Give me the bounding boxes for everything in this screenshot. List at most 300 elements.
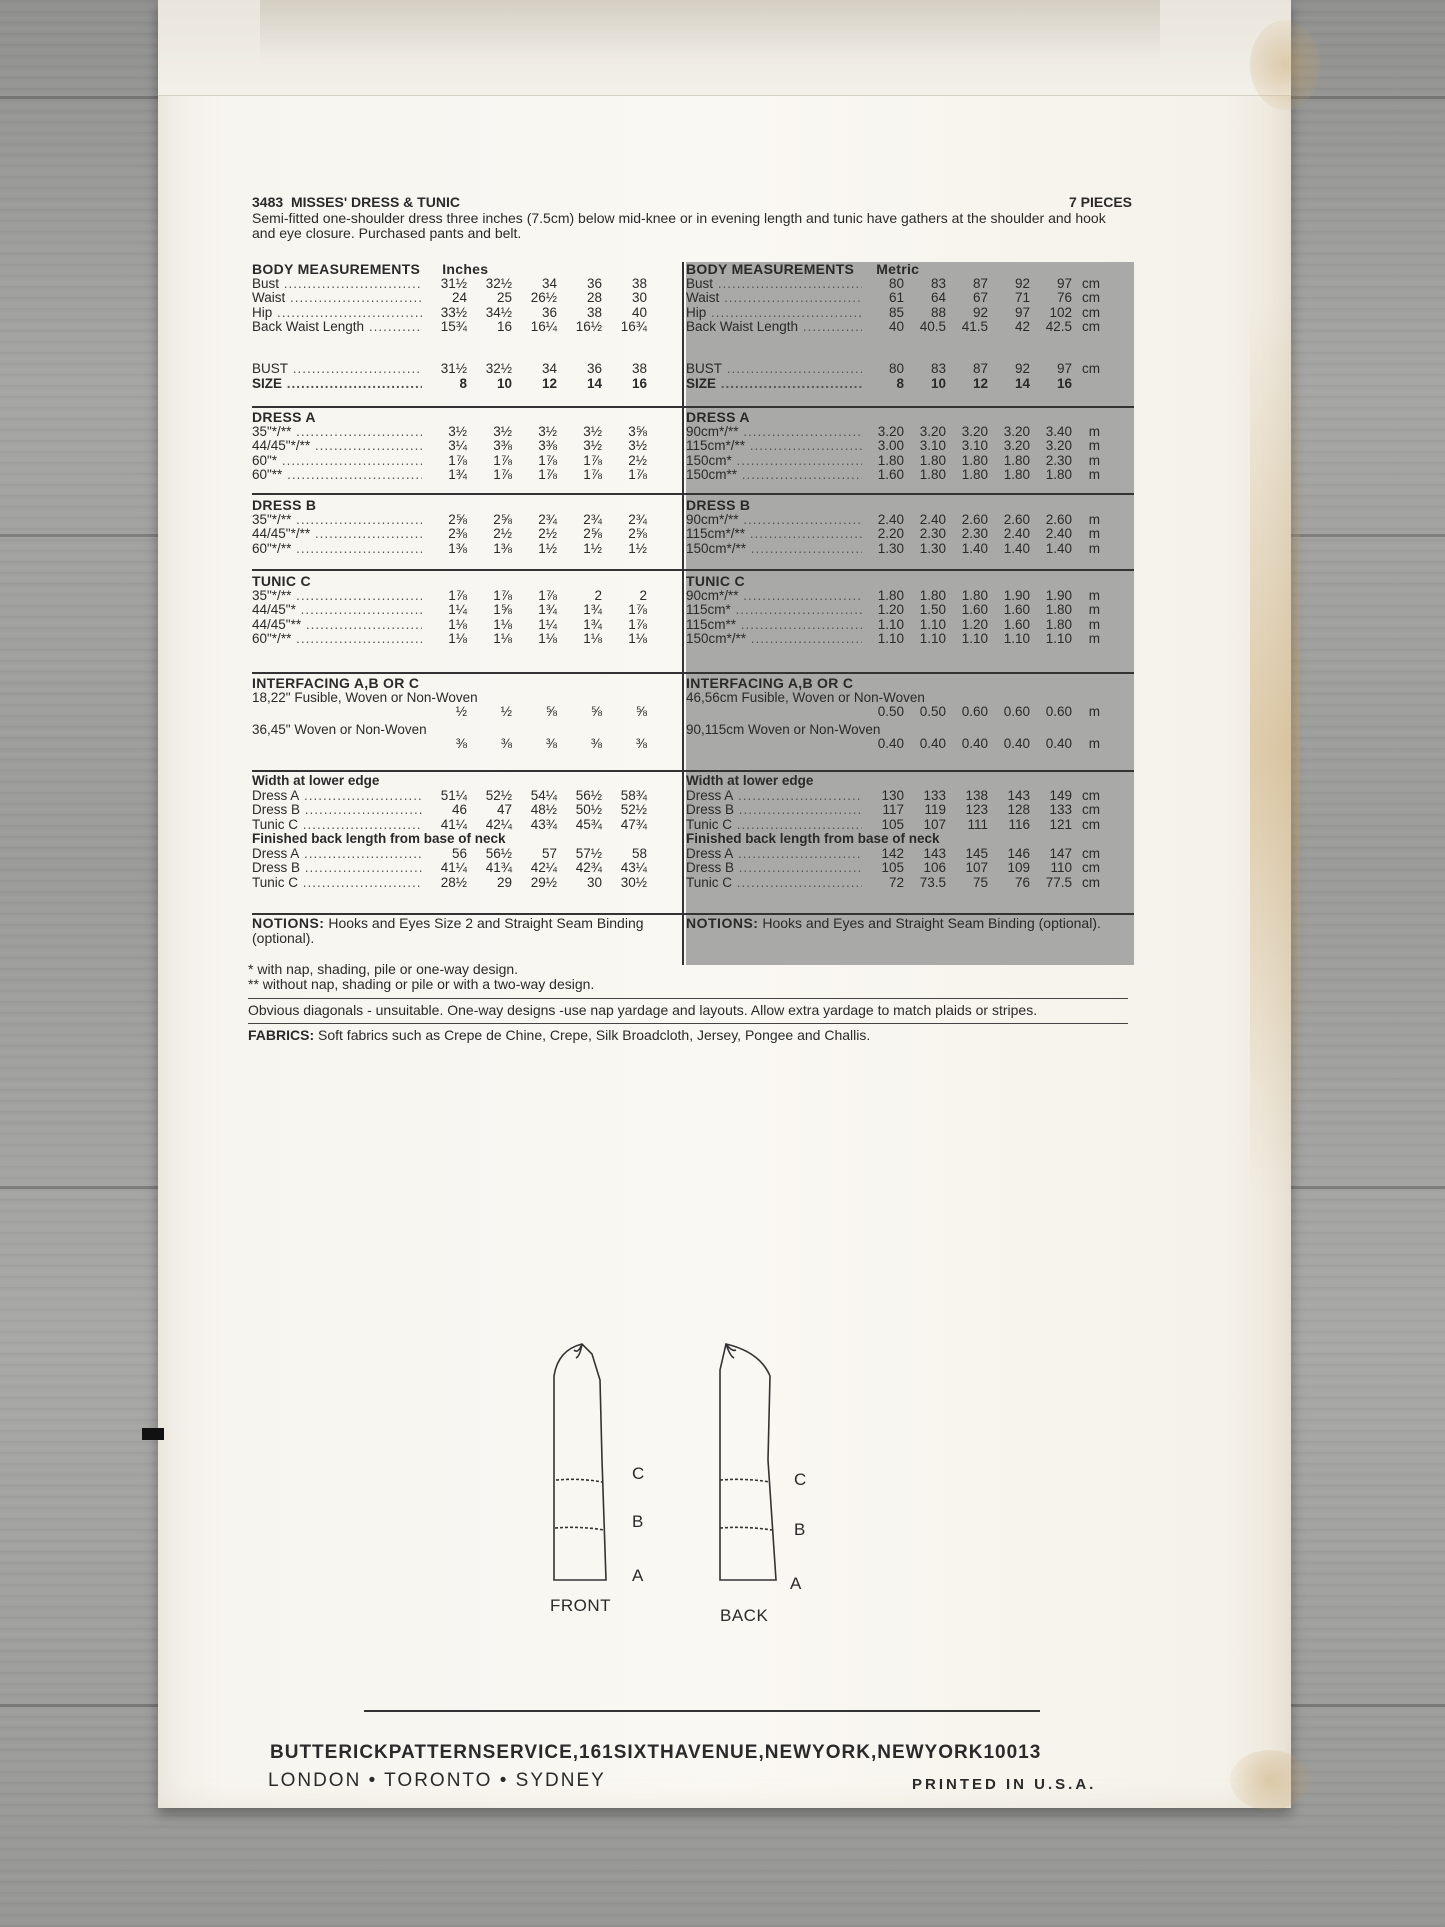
- cell-unit: cm: [1082, 290, 1100, 305]
- cell-value: 61: [888, 290, 904, 305]
- cell-value: 83: [930, 361, 946, 376]
- cell-value: 1.40: [1045, 540, 1072, 556]
- cell-value: 56½: [575, 787, 602, 803]
- row-label: 44/45"*/** .....: [252, 527, 422, 542]
- cell-value: 0.50: [919, 704, 946, 719]
- cell-value: 133: [1049, 802, 1072, 817]
- cell-value: 30½: [620, 874, 647, 890]
- dress-a-section: [686, 410, 1134, 483]
- cell-value: ⅝: [545, 704, 557, 719]
- subsection-heading: Finished back length from base of neck: [686, 831, 940, 846]
- cell-value: 16¾: [620, 319, 647, 334]
- table-row: [686, 425, 1134, 440]
- cell-value: 1.20: [961, 616, 988, 632]
- cell-value: 128: [1007, 802, 1030, 817]
- cell-value: 34½: [485, 304, 512, 320]
- cell-value: 36: [541, 304, 557, 320]
- cell-value: 41¼: [440, 816, 467, 832]
- cell-value: 1.80: [961, 467, 988, 482]
- table-row: [252, 468, 680, 483]
- table-row: [252, 847, 680, 862]
- cell-value: 1⅞: [583, 467, 602, 482]
- cell-value: 107: [965, 860, 988, 875]
- table-row: [686, 527, 1134, 542]
- cell-value: 1.30: [919, 540, 946, 556]
- cell-value: 1.10: [961, 631, 988, 646]
- cell-value: 1⅞: [583, 452, 602, 468]
- cell-value: 105: [881, 816, 904, 832]
- cell-value: 1.60: [961, 602, 988, 617]
- cell-value: 1⅜: [448, 540, 467, 556]
- footer-rule: [364, 1710, 1040, 1712]
- table-row: [686, 454, 1134, 469]
- cell-value: 64: [930, 290, 946, 305]
- notions-section: [686, 916, 1134, 931]
- cell-value: 1⅞: [628, 602, 647, 617]
- cell-value: 105: [881, 860, 904, 875]
- table-row: [252, 425, 680, 440]
- cell-value: 3.20: [1003, 423, 1030, 439]
- cell-value: 10: [496, 375, 512, 391]
- row-label: Hip .....: [686, 306, 862, 321]
- row-label: 60"*/** .....: [252, 542, 422, 557]
- cell-value: 58¾: [620, 787, 647, 803]
- table-row: [686, 468, 1134, 483]
- cell-value: 2.40: [1003, 526, 1030, 541]
- cell-value: 1.20: [877, 602, 904, 617]
- cell-value: 1.10: [919, 631, 946, 646]
- cell-value: 16: [1056, 375, 1072, 391]
- cell-unit: m: [1088, 438, 1100, 453]
- cell-value: 3.20: [919, 423, 946, 439]
- cell-unit: m: [1088, 736, 1100, 751]
- cell-value: 2½: [493, 526, 512, 541]
- back-line-a-label: A: [790, 1574, 802, 1593]
- dress-b-section: [686, 498, 1134, 556]
- cell-value: 54¼: [530, 787, 557, 803]
- cell-value: 1⅜: [493, 540, 512, 556]
- cell-value: 1.80: [877, 587, 904, 603]
- cell-value: 1⅞: [493, 467, 512, 482]
- cell-value: 1⅛: [493, 616, 512, 632]
- cell-value: 92: [1014, 361, 1030, 376]
- section-heading: TUNIC C: [686, 573, 745, 589]
- cell-value: 45¾: [575, 816, 602, 832]
- cell-value: 0.40: [877, 736, 904, 751]
- cell-value: 52½: [620, 802, 647, 817]
- body-measurements-section: [686, 262, 1134, 335]
- cell-value: 3½: [538, 423, 557, 439]
- cell-value: 40.5: [919, 319, 946, 334]
- back-dress-outline: [720, 1344, 776, 1580]
- cell-value: 41¼: [440, 860, 467, 875]
- cell-value: 1¾: [583, 616, 602, 632]
- row-label: Hip .....: [252, 306, 422, 321]
- cell-value: 3½: [448, 423, 467, 439]
- front-line-c-label: C: [632, 1464, 645, 1483]
- publisher-address: BUTTERICKPATTERNSERVICE,161SIXTHAVENUE,NEWYORK,NEWYORK10013: [270, 1742, 1042, 1763]
- row-label: Dress A .....: [686, 847, 862, 862]
- cell-value: 1.90: [1003, 587, 1030, 603]
- cell-value: 2⅜: [448, 526, 467, 541]
- section-heading: TUNIC C: [252, 573, 311, 589]
- cell-value: 1.80: [1045, 602, 1072, 617]
- cell-value: 1⅛: [583, 631, 602, 646]
- cell-value: 28: [586, 290, 602, 305]
- section-rule: [252, 770, 1134, 772]
- section-heading: DRESS B: [252, 497, 317, 513]
- cell-value: 52½: [485, 787, 512, 803]
- cell-value: 3⅜: [538, 438, 557, 453]
- cell-value: 1⅞: [493, 587, 512, 603]
- cell-value: 31½: [440, 361, 467, 376]
- cell-value: 34: [541, 275, 557, 291]
- cell-value: 3.20: [1045, 438, 1072, 453]
- cell-value: 2⅝: [583, 526, 602, 541]
- cell-value: 30: [586, 874, 602, 890]
- cell-value: 42: [1014, 319, 1030, 334]
- cell-value: 97: [1056, 275, 1072, 291]
- front-caption: FRONT: [550, 1596, 612, 1615]
- section-heading: INTERFACING A,B OR C: [252, 675, 420, 691]
- cell-value: 25: [496, 290, 512, 305]
- cell-value: 117: [882, 802, 904, 817]
- printed-in: PRINTED IN U.S.A.: [912, 1776, 1097, 1793]
- cell-value: 46: [451, 802, 467, 817]
- cell-value: 40: [888, 319, 904, 334]
- flap-shadow: [260, 0, 1160, 60]
- table-row: [252, 803, 680, 818]
- front-line-b: [555, 1527, 604, 1530]
- bust-size-section: [252, 362, 680, 391]
- table-row: [252, 618, 680, 633]
- row-label: 150cm*/** .....: [686, 632, 862, 647]
- table-row: [686, 876, 1134, 891]
- row-label: 90cm*/** .....: [686, 513, 862, 528]
- notions-section: [252, 916, 680, 946]
- table-row: [252, 603, 680, 618]
- back-line-c: [720, 1479, 770, 1482]
- cell-value: 38: [631, 275, 647, 291]
- table-row: [252, 277, 680, 292]
- cell-value: 3.40: [1045, 423, 1072, 439]
- section-heading: DRESS B: [686, 497, 751, 513]
- cell-value: 1.80: [961, 452, 988, 468]
- cell-value: 1⅝: [493, 602, 512, 617]
- cell-value: 16¼: [530, 319, 557, 334]
- cell-value: ⅜: [500, 736, 512, 751]
- cell-value: 2.30: [961, 526, 988, 541]
- cell-value: 2.30: [919, 526, 946, 541]
- cell-unit: cm: [1082, 304, 1100, 320]
- cell-value: 1.50: [919, 602, 946, 617]
- cell-value: 1⅛: [448, 616, 467, 632]
- pattern-title: 3483 MISSES' DRESS & TUNIC: [252, 194, 460, 210]
- cell-value: 110: [1050, 860, 1072, 875]
- cell-unit: cm: [1082, 275, 1100, 291]
- cell-unit: cm: [1082, 860, 1100, 875]
- cell-value: 48½: [530, 802, 557, 817]
- cell-value: 31½: [440, 275, 467, 291]
- cell-value: 3⅜: [493, 438, 512, 453]
- cell-value: 42¼: [485, 816, 512, 832]
- cell-value: 149: [1049, 787, 1072, 803]
- cell-value: 1¾: [538, 602, 557, 617]
- cell-value: 3½: [628, 438, 647, 453]
- row-label: Dress A .....: [686, 789, 862, 804]
- cell-unit: m: [1088, 511, 1100, 527]
- cell-value: 43¼: [620, 860, 647, 875]
- cell-value: 1.60: [877, 467, 904, 482]
- pattern-description: Semi-fitted one-shoulder dress three inches (7.5cm) below mid-knee or in evening length and tunic have gathers at the shoulder and hook and eye closure. Purchased pants and belt.: [252, 210, 1106, 241]
- table-row: [252, 513, 680, 528]
- table-row: [252, 737, 680, 752]
- note-rule: [248, 998, 1128, 999]
- row-label: Tunic C .....: [252, 876, 422, 891]
- row-label: Bust .....: [686, 277, 862, 292]
- cell-value: 56: [451, 845, 467, 861]
- row-label: Dress A .....: [252, 789, 422, 804]
- cell-value: 130: [881, 787, 904, 803]
- cell-unit: m: [1088, 467, 1100, 482]
- cell-value: 106: [923, 860, 946, 875]
- tunic-c-section: [686, 574, 1134, 647]
- dress-b-section: [252, 498, 680, 556]
- interfacing-type: 90,115cm Woven or Non-Woven: [686, 721, 881, 737]
- interfacing-section: [686, 676, 1134, 752]
- subsection-heading: Width at lower edge: [252, 773, 380, 788]
- table-row: [252, 377, 680, 392]
- cell-value: 38: [631, 361, 647, 376]
- cell-value: 83: [930, 275, 946, 291]
- cell-value: 97: [1056, 361, 1072, 376]
- table-row: [686, 603, 1134, 618]
- row-label: Back Waist Length .....: [252, 320, 422, 335]
- row-label: SIZE .....: [686, 377, 862, 392]
- cell-value: 145: [965, 845, 988, 861]
- cell-value: 3.10: [919, 438, 946, 453]
- row-label: 115cm** .....: [686, 618, 862, 633]
- cell-value: 12: [972, 375, 988, 391]
- row-label: Dress A .....: [252, 847, 422, 862]
- cell-unit: m: [1088, 423, 1100, 439]
- table-row: [686, 861, 1134, 876]
- cell-value: 2: [594, 587, 602, 603]
- cell-value: 2: [639, 587, 647, 603]
- cell-value: 143: [923, 845, 946, 861]
- cell-value: 1⅛: [448, 631, 467, 646]
- cell-value: 2⅝: [493, 511, 512, 527]
- table-row: [686, 618, 1134, 633]
- pattern-header: [252, 194, 1132, 241]
- cell-value: 0.60: [1003, 704, 1030, 719]
- cell-value: 146: [1007, 845, 1030, 861]
- row-label: Back Waist Length .....: [686, 320, 862, 335]
- cell-value: 1½: [538, 540, 557, 556]
- cell-value: 2.60: [1045, 511, 1072, 527]
- cell-value: 123: [965, 802, 988, 817]
- cell-value: 51¼: [440, 787, 467, 803]
- table-row: [252, 861, 680, 876]
- cell-value: 85: [888, 304, 904, 320]
- cell-value: 1.80: [1045, 616, 1072, 632]
- cell-value: 75: [972, 874, 988, 890]
- cell-value: 3.20: [1003, 438, 1030, 453]
- section-rule: [252, 672, 1134, 674]
- cell-value: 30: [631, 290, 647, 305]
- cell-value: 1.10: [877, 616, 904, 632]
- cell-value: 3½: [493, 423, 512, 439]
- interfacing-type: 18,22" Fusible, Woven or Non-Woven: [252, 689, 478, 705]
- cell-value: 102: [1049, 304, 1072, 320]
- cell-value: 1⅞: [538, 467, 557, 482]
- row-label: Waist .....: [686, 291, 862, 306]
- section-heading: INTERFACING A,B OR C: [686, 675, 854, 691]
- age-stain: [1250, 20, 1320, 110]
- cell-unit: m: [1088, 704, 1100, 719]
- cell-value: 1.60: [1003, 602, 1030, 617]
- cell-value: 12: [541, 375, 557, 391]
- front-line-a-label: A: [632, 1566, 644, 1585]
- cell-unit: cm: [1082, 361, 1100, 376]
- table-row: [252, 542, 680, 557]
- cell-value: 1.10: [877, 631, 904, 646]
- cell-value: 88: [930, 304, 946, 320]
- row-label: Dress B .....: [252, 803, 422, 818]
- interfacing-section: [252, 676, 680, 752]
- column-divider: [682, 262, 684, 965]
- cell-unit: m: [1088, 587, 1100, 603]
- cell-value: 1.80: [919, 587, 946, 603]
- front-line-b-label: B: [632, 1512, 644, 1531]
- cell-value: 1⅞: [538, 587, 557, 603]
- cell-value: 3⅝: [628, 423, 647, 439]
- section-rule: [252, 569, 1134, 571]
- cell-value: 50½: [575, 802, 602, 817]
- row-label: 115cm*/** .....: [686, 439, 862, 454]
- row-label: Tunic C .....: [686, 876, 862, 891]
- cell-unit: m: [1088, 602, 1100, 617]
- footnotes: [248, 962, 1128, 1043]
- cell-value: 41.5: [961, 319, 988, 334]
- table-row: [686, 362, 1134, 377]
- nap-note: * with nap, shading, pile or one-way design.: [248, 961, 519, 977]
- cell-value: 3½: [583, 438, 602, 453]
- cell-value: 1.60: [1003, 616, 1030, 632]
- table-row: [686, 818, 1134, 833]
- cell-value: 3.10: [961, 438, 988, 453]
- age-stain: [1250, 300, 1300, 1200]
- cell-value: 29: [496, 874, 512, 890]
- row-label: 35"*/** .....: [252, 513, 422, 528]
- cell-value: 121: [1049, 816, 1072, 832]
- cell-value: 36: [586, 361, 602, 376]
- cell-value: ⅜: [635, 736, 647, 751]
- cell-value: 1⅞: [493, 452, 512, 468]
- cell-value: 38: [586, 304, 602, 320]
- body-measurements-section: [252, 262, 680, 335]
- dress-a-section: [252, 410, 680, 483]
- metric-column: [686, 262, 1134, 965]
- cell-value: 57: [541, 845, 557, 861]
- interfacing-type: 36,45" Woven or Non-Woven: [252, 721, 427, 737]
- table-row: [252, 454, 680, 469]
- cell-value: 1⅞: [628, 616, 647, 632]
- row-label: 150cm*/** .....: [686, 542, 862, 557]
- cell-value: 47: [496, 802, 512, 817]
- cell-value: 10: [930, 375, 946, 391]
- row-label: 35"*/** .....: [252, 425, 422, 440]
- cell-value: 58: [631, 845, 647, 861]
- table-row: [686, 277, 1134, 292]
- cell-value: 57½: [575, 845, 602, 861]
- cell-value: 1⅞: [628, 467, 647, 482]
- cell-value: 133: [923, 787, 946, 803]
- cell-value: 16: [496, 319, 512, 334]
- cell-value: 56½: [485, 845, 512, 861]
- section-rule: [252, 493, 1134, 495]
- tunic-c-section: [252, 574, 680, 647]
- without-nap-note: ** without nap, shading or pile or with a two-way design.: [248, 976, 595, 992]
- cell-value: 109: [1007, 860, 1030, 875]
- row-label: Tunic C .....: [252, 818, 422, 833]
- cell-value: 92: [972, 304, 988, 320]
- row-label: Dress B .....: [686, 861, 862, 876]
- section-heading: BODY MEASUREMENTS Inches: [252, 261, 489, 277]
- age-stain: [1230, 1750, 1310, 1810]
- cell-value: 138: [965, 787, 988, 803]
- table-row: [686, 306, 1134, 321]
- table-row: [252, 589, 680, 604]
- cell-value: 1.80: [919, 452, 946, 468]
- row-label: 90cm*/** .....: [686, 425, 862, 440]
- table-row: [252, 291, 680, 306]
- row-label: 90cm*/** .....: [686, 589, 862, 604]
- cell-value: 2.20: [877, 526, 904, 541]
- cell-value: 2.40: [1045, 526, 1072, 541]
- cell-value: 1.80: [1003, 467, 1030, 482]
- cell-value: 1.30: [877, 540, 904, 556]
- table-row: [252, 876, 680, 891]
- cell-value: 14: [1014, 375, 1030, 391]
- cell-value: 3.00: [877, 438, 904, 453]
- cell-value: ⅜: [590, 736, 602, 751]
- publisher-cities: LONDON • TORONTO • SYDNEY: [268, 1770, 606, 1791]
- cell-value: 41¾: [485, 860, 512, 875]
- cell-value: 29½: [530, 874, 557, 890]
- row-label: 60"** .....: [252, 468, 422, 483]
- cell-value: 0.40: [1045, 736, 1072, 751]
- cell-value: 3½: [583, 423, 602, 439]
- row-label: BUST .....: [686, 362, 862, 377]
- cell-value: 1.40: [1003, 540, 1030, 556]
- cell-value: 28½: [440, 874, 467, 890]
- table-row: [686, 803, 1134, 818]
- cell-value: 1.80: [1045, 467, 1072, 482]
- cell-value: 43¾: [530, 816, 557, 832]
- row-label: 44/45"** .....: [252, 618, 422, 633]
- row-label: Dress B .....: [252, 861, 422, 876]
- section-rule: [252, 913, 1134, 915]
- cell-value: 0.60: [961, 704, 988, 719]
- table-row: [686, 847, 1134, 862]
- table-row: [252, 362, 680, 377]
- back-line-b-label: B: [794, 1520, 806, 1539]
- subsection-heading: Width at lower edge: [686, 773, 814, 788]
- cell-value: 3.20: [877, 423, 904, 439]
- section-heading: BODY MEASUREMENTS Metric: [686, 261, 920, 277]
- table-row: [686, 439, 1134, 454]
